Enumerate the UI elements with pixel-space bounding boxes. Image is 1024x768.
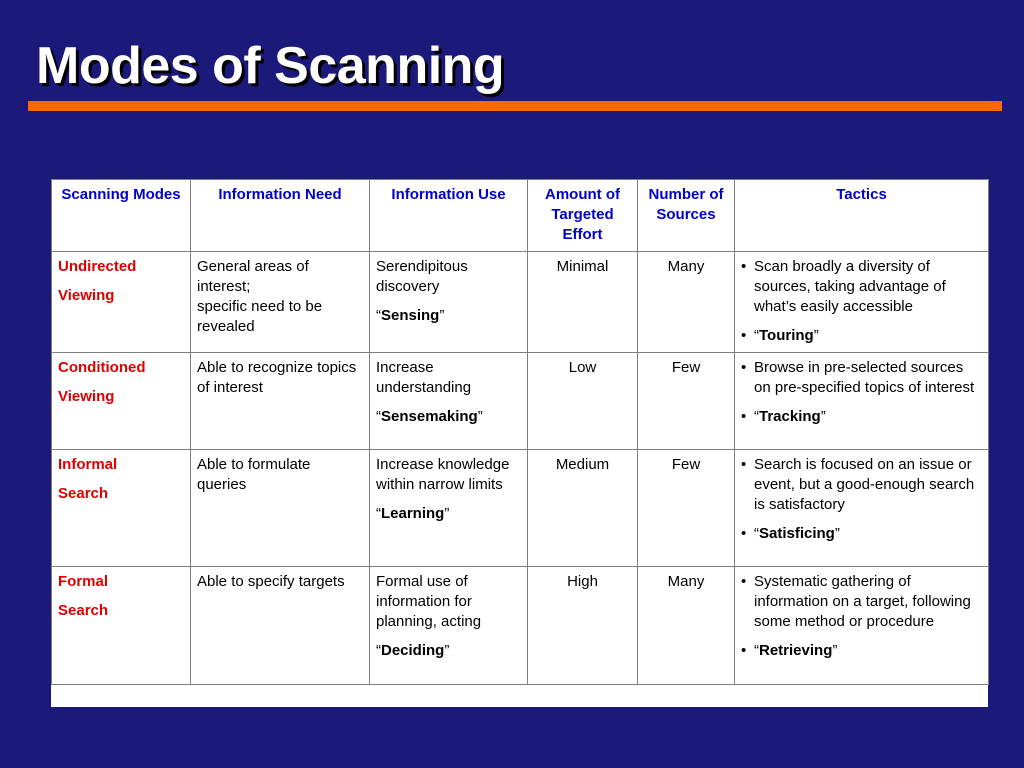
mode-name: Formal	[58, 573, 109, 590]
bullet-dot: •	[741, 525, 747, 542]
effort-cell: Low	[528, 353, 638, 450]
mode-name: Conditioned	[58, 359, 146, 376]
table-panel	[51, 179, 988, 707]
use-keyword: Learning	[381, 505, 445, 522]
sources-cell: Few	[638, 353, 735, 450]
title-underline	[28, 101, 1002, 111]
table-row	[52, 567, 989, 685]
use-keyword-line: “Learning”	[376, 505, 450, 522]
sources-cell: Many	[638, 567, 735, 685]
tactic-keyword-bullet	[741, 524, 982, 544]
tactic-bullet	[741, 572, 982, 632]
effort-cell: Minimal	[528, 252, 638, 353]
need-text: Able to recognize topics of interest	[197, 359, 357, 396]
bullet-dot: •	[741, 327, 747, 344]
need-text-extra: specific need to be revealed	[197, 298, 323, 335]
bullet-dot: •	[741, 359, 747, 376]
header-number-of-sources: Number of Sources	[638, 180, 735, 252]
need-text: General areas of interest;	[197, 258, 309, 295]
header-information-need: Information Need	[191, 180, 370, 252]
header-scanning-modes: Scanning Modes	[52, 180, 191, 252]
tactic-keyword-bullet	[741, 641, 982, 661]
bullet-dot: •	[741, 258, 747, 275]
use-description: Increase understanding	[376, 359, 472, 396]
need-cell	[191, 252, 370, 353]
need-text: Able to specify targets	[197, 573, 345, 590]
effort-cell: High	[528, 567, 638, 685]
use-keyword-line: “Deciding”	[376, 642, 450, 659]
use-keyword: Sensing	[381, 307, 440, 324]
scanning-modes-table	[51, 179, 989, 685]
tactics-cell	[735, 567, 989, 685]
tactic-keyword: Tracking	[759, 408, 821, 425]
tactics-cell	[735, 353, 989, 450]
mode-type: Search	[58, 485, 109, 502]
use-keyword: Deciding	[381, 642, 445, 659]
tactic-keyword: Satisficing	[759, 525, 835, 542]
tactic-bullet	[741, 257, 982, 317]
header-information-use: Information Use	[370, 180, 528, 252]
header-targeted-effort: Amount of Targeted Effort	[528, 180, 638, 252]
tactic-keyword-bullet	[741, 326, 982, 346]
use-description: Serendipitous discovery	[376, 258, 468, 295]
tactics-cell	[735, 252, 989, 353]
tactic-description: Scan broadly a diversity of sources, taking advantage of what’s easily accessible	[754, 258, 946, 315]
mode-cell	[52, 450, 191, 567]
bullet-dot: •	[741, 573, 747, 590]
mode-type: Search	[58, 602, 109, 619]
use-cell	[370, 353, 528, 450]
use-keyword: Sensemaking	[381, 408, 478, 425]
use-cell	[370, 567, 528, 685]
bullet-dot: •	[741, 456, 747, 473]
tactic-keyword-line: “Touring”	[754, 327, 819, 344]
tactic-keyword: Touring	[759, 327, 814, 344]
mode-type: Viewing	[58, 287, 115, 304]
mode-cell	[52, 567, 191, 685]
slide-title: Modes of Scanning	[36, 37, 505, 95]
use-cell	[370, 252, 528, 353]
tactic-keyword-line: “Tracking”	[754, 408, 826, 425]
tactic-keyword: Retrieving	[759, 642, 833, 659]
table-row	[52, 252, 989, 353]
use-cell	[370, 450, 528, 567]
bullet-dot: •	[741, 642, 747, 659]
tactic-bullet	[741, 455, 982, 515]
mode-type: Viewing	[58, 388, 115, 405]
tactic-description: Systematic gathering of information on a target, following some method or procedure	[754, 573, 971, 630]
mode-cell	[52, 353, 191, 450]
need-cell	[191, 353, 370, 450]
need-text: Able to formulate queries	[197, 456, 311, 493]
table-header-row	[52, 180, 989, 252]
table-row	[52, 450, 989, 567]
tactic-description: Browse in pre-selected sources on pre-specified topics of interest	[754, 359, 975, 396]
tactic-keyword-line: “Retrieving”	[754, 642, 838, 659]
need-cell	[191, 567, 370, 685]
effort-cell: Medium	[528, 450, 638, 567]
use-description: Increase knowledge within narrow limits	[376, 456, 510, 493]
tactics-cell	[735, 450, 989, 567]
sources-cell: Few	[638, 450, 735, 567]
mode-cell	[52, 252, 191, 353]
tactic-keyword-line: “Satisficing”	[754, 525, 840, 542]
tactic-keyword-bullet	[741, 407, 982, 427]
use-keyword-line: “Sensemaking”	[376, 408, 483, 425]
sources-cell: Many	[638, 252, 735, 353]
use-keyword-line: “Sensing”	[376, 307, 445, 324]
tactic-bullet	[741, 358, 982, 398]
table-row	[52, 353, 989, 450]
mode-name: Informal	[58, 456, 118, 473]
header-tactics: Tactics	[735, 180, 989, 252]
need-cell	[191, 450, 370, 567]
tactic-description: Search is focused on an issue or event, but a good-enough search is satisfactory	[754, 456, 975, 513]
mode-name: Undirected	[58, 258, 137, 275]
bullet-dot: •	[741, 408, 747, 425]
use-description: Formal use of information for planning, acting	[376, 573, 482, 630]
